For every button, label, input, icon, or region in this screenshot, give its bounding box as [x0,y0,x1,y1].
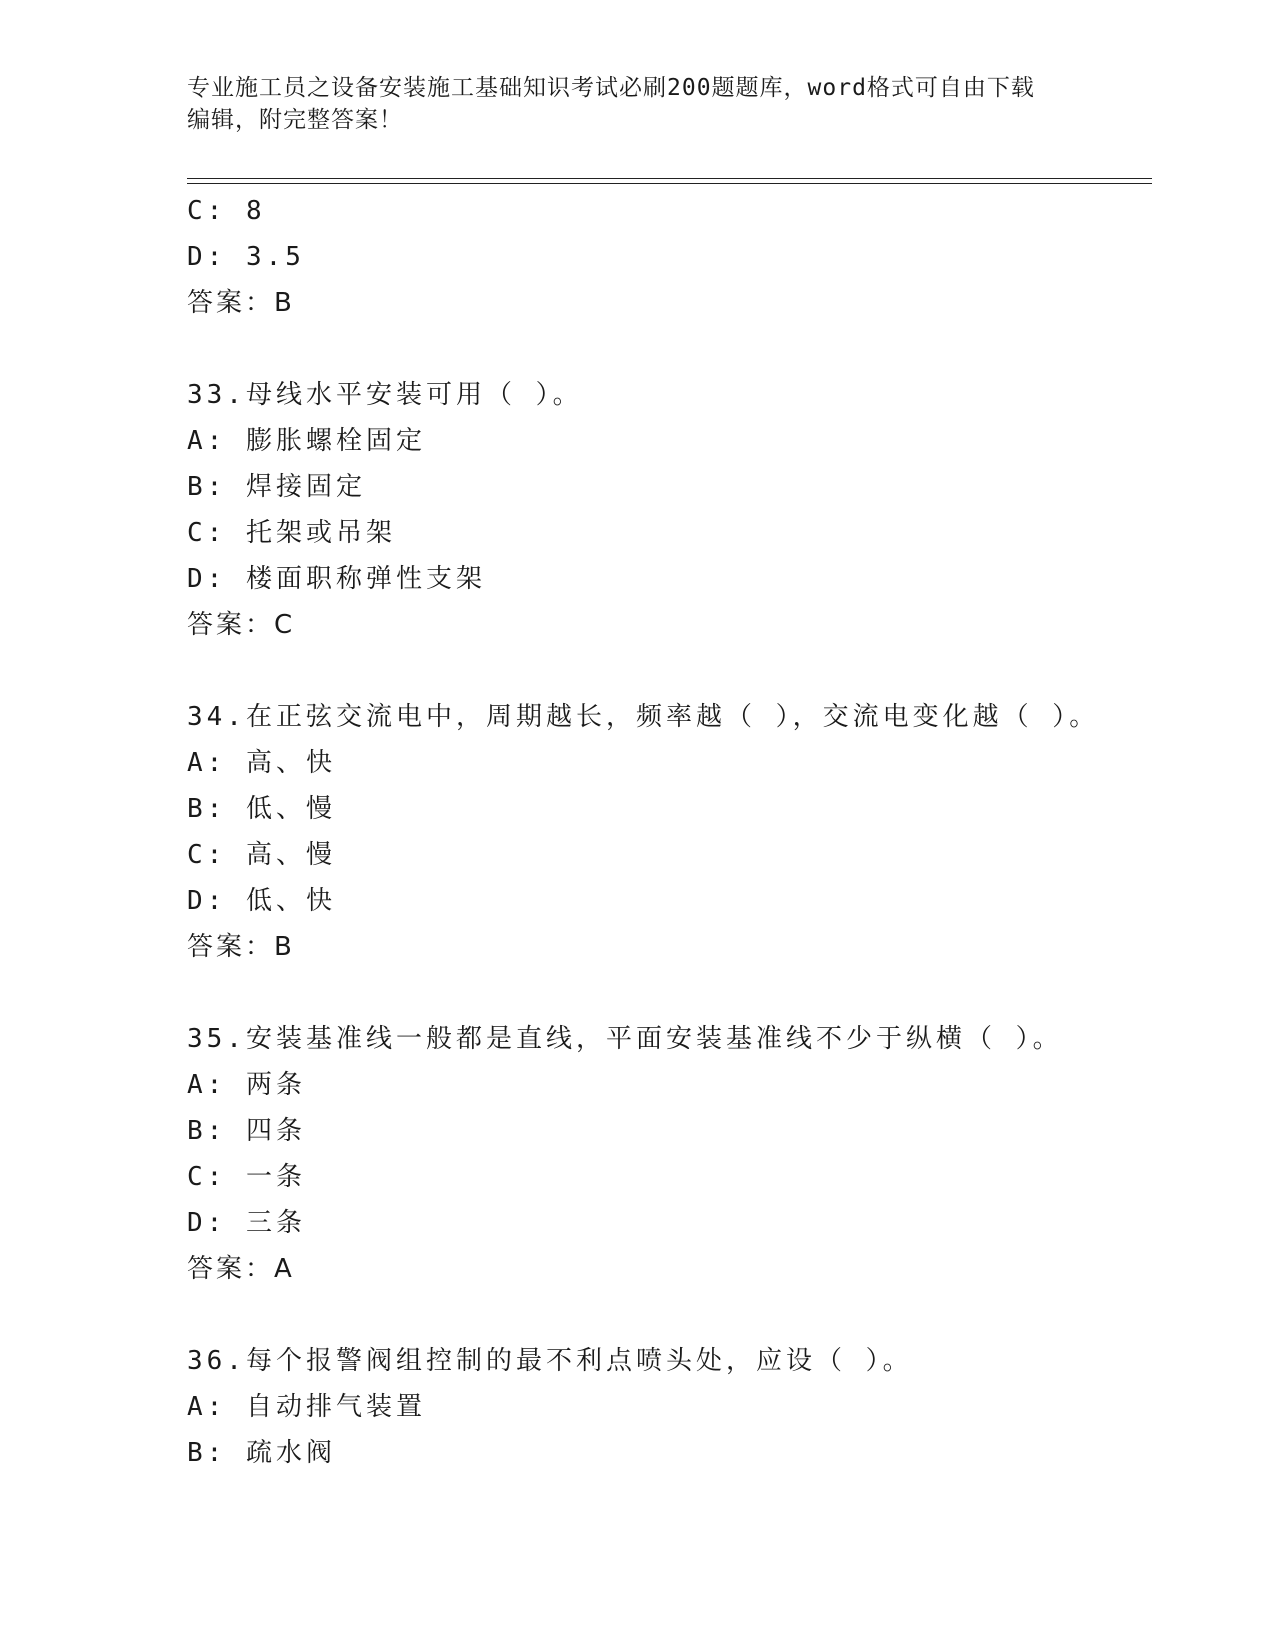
question-stem: 33.母线水平安装可用（ ）。 [187,380,583,410]
option-b: B: 四条 [187,1116,306,1146]
option-b: B: 焊接固定 [187,472,366,502]
option-c: C: 托架或吊架 [187,518,396,548]
option-a: A: 两条 [187,1070,306,1100]
option-c: C: 高、慢 [187,840,336,870]
question-36 [187,1338,1152,1476]
partial-question-32 [187,188,1152,326]
spacer [187,1292,1152,1338]
option-c: C: 8 [187,196,266,226]
option-a: A: 膨胀螺栓固定 [187,426,426,456]
answer-line: 答案：B [187,288,295,318]
question-list [187,188,1152,1476]
question-stem: 34.在正弦交流电中，周期越长，频率越（ ），交流电变化越（ ）。 [187,702,1100,732]
question-35 [187,1016,1152,1292]
header-divider-bottom [187,183,1152,184]
spacer [187,970,1152,1016]
option-d: D: 三条 [187,1208,306,1238]
answer-line: 答案：B [187,932,295,962]
question-stem: 36.每个报警阀组控制的最不利点喷头处，应设（ ）。 [187,1346,913,1376]
answer-line: 答案：A [187,1254,295,1284]
document-header [187,72,1087,136]
question-33 [187,372,1152,648]
option-a: A: 高、快 [187,748,336,778]
spacer [187,648,1152,694]
option-d: D: 3.5 [187,242,305,272]
spacer [187,326,1152,372]
question-34 [187,694,1152,970]
option-b: B: 疏水阀 [187,1438,336,1468]
header-divider-top [187,178,1152,179]
option-b: B: 低、慢 [187,794,336,824]
header-title-line-2: 编辑，附完整答案！ [187,107,403,133]
option-a: A: 自动排气装置 [187,1392,426,1422]
option-d: D: 楼面职称弹性支架 [187,564,486,594]
option-d: D: 低、快 [187,886,336,916]
option-c: C: 一条 [187,1162,306,1192]
answer-line: 答案：C [187,610,296,640]
header-title-line-1: 专业施工员之设备安装施工基础知识考试必刷200题题库，word格式可自由下载 [187,75,1035,101]
question-stem: 35.安装基准线一般都是直线，平面安装基准线不少于纵横（ ）。 [187,1024,1063,1054]
